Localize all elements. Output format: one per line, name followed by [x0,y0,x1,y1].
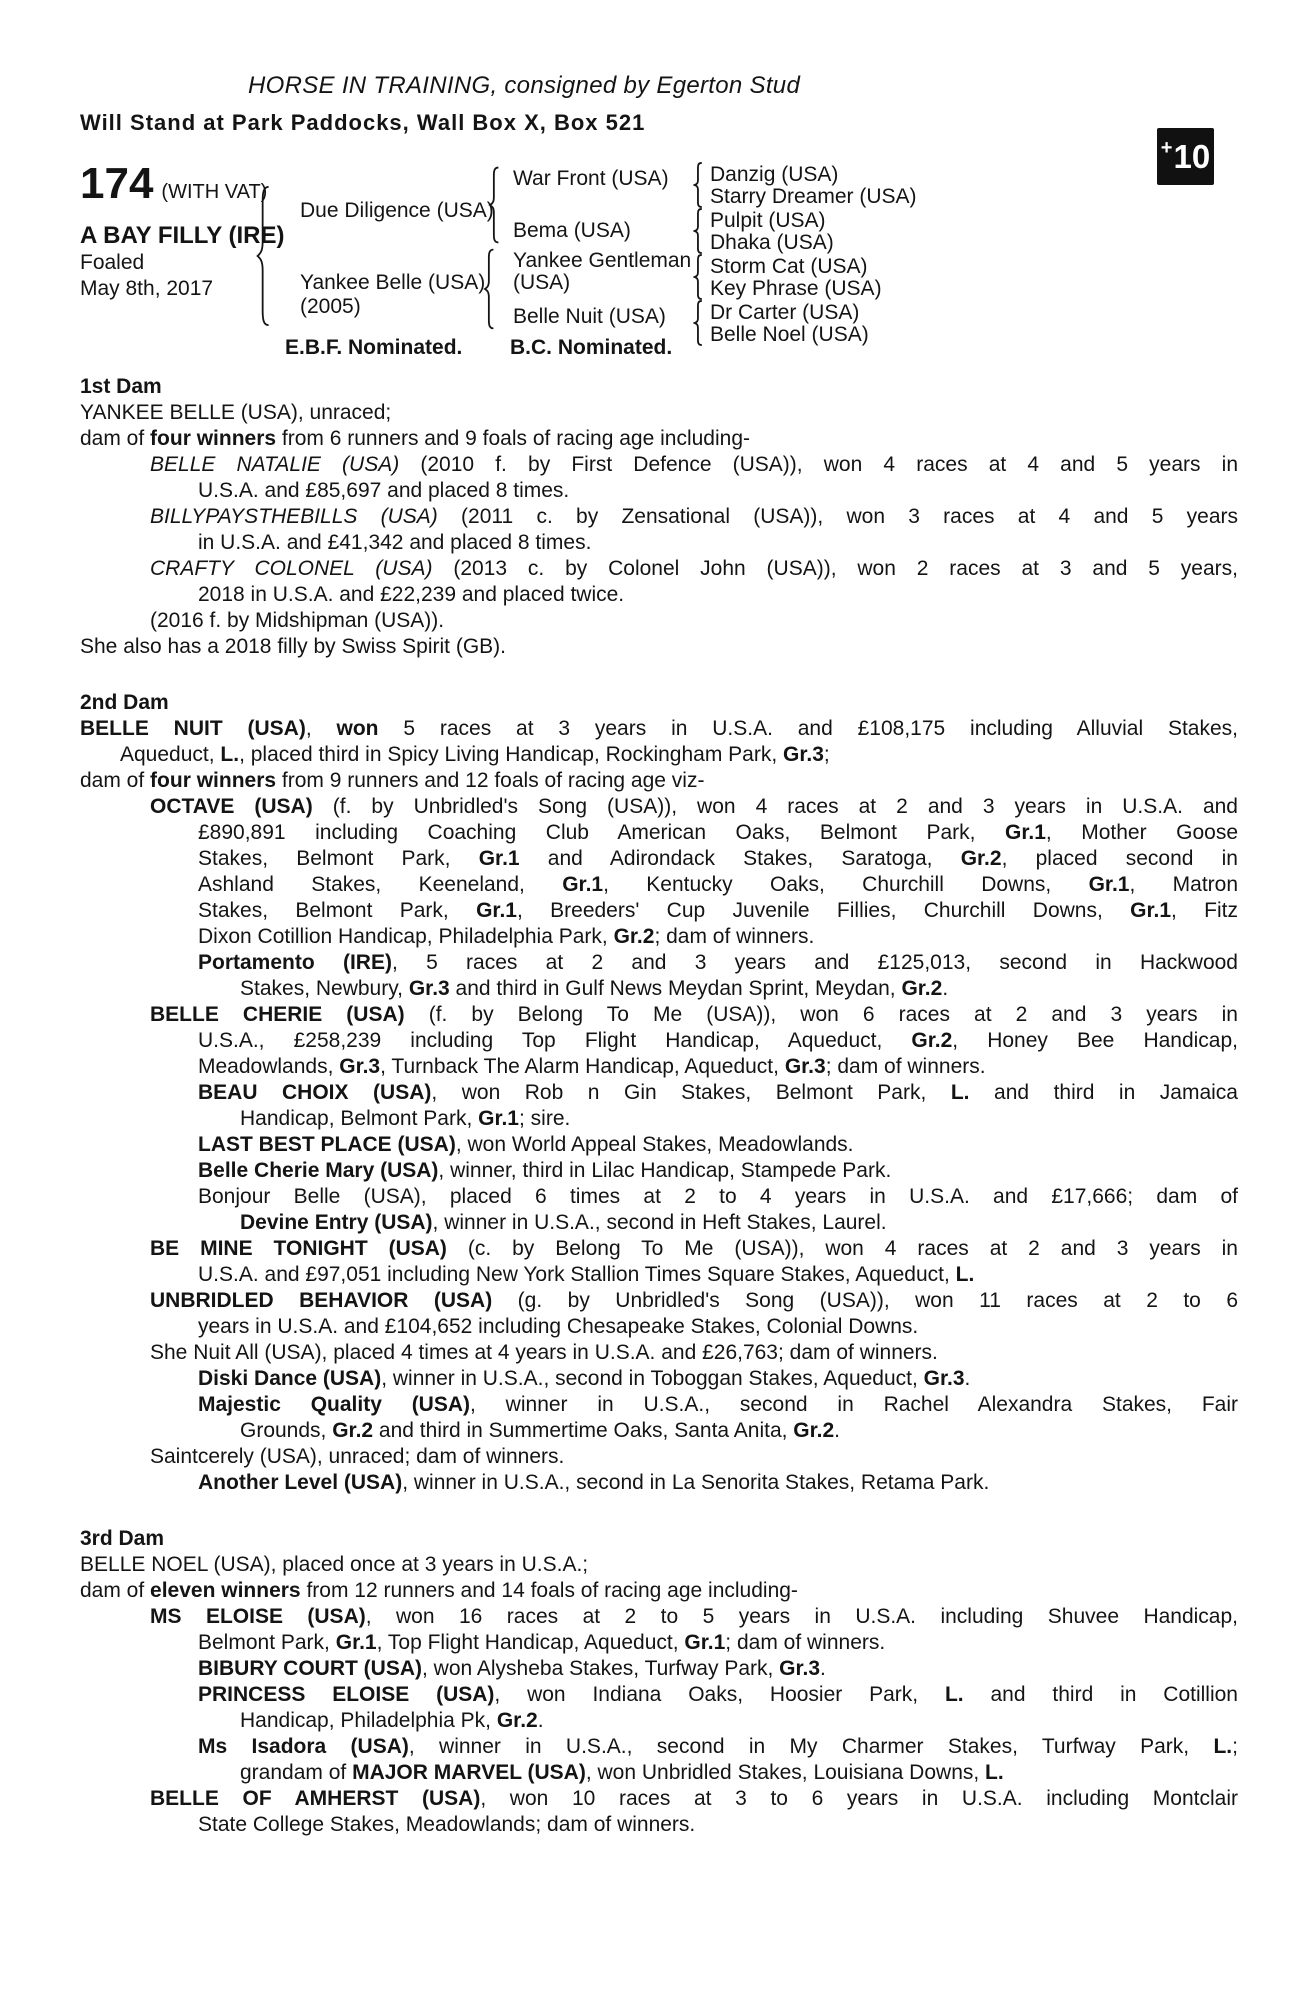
produce-paragraph [80,1578,1238,1604]
dam-section [80,374,1238,660]
text-line: Majestic Quality (USA), winner in U.S.A., second in Rachel Alexandra Stakes, Fair [198,1393,1238,1416]
text-line: YANKEE BELLE (USA), unraced; [80,401,392,424]
produce-paragraph [80,1470,1238,1496]
foaled-date: May 8th, 2017 [80,277,214,300]
text-line: Grounds, Gr.2 and third in Summertime Oaks, Santa Anita, Gr.2. [240,1419,841,1442]
pedigree-brace-gg1 [693,162,704,208]
plus-icon: + [1160,136,1173,159]
dam-dam-name: Belle Nuit (USA) [513,305,666,328]
text-line: Devine Entry (USA), winner in U.S.A., second in Heft Stakes, Laurel. [240,1211,887,1234]
produce-paragraph [80,1132,1238,1158]
consignment-title: HORSE IN TRAINING, consigned by Egerton Stud [248,72,801,99]
text-line: PRINCESS ELOISE (USA), won Indiana Oaks, Hoosier Park, L. and third in Cotillion [198,1683,1238,1706]
lot-header [80,159,268,208]
text-line: Dixon Cotillion Handicap, Philadelphia Park, Gr.2; dam of winners. [198,925,815,948]
stand-location: Will Stand at Park Paddocks, Wall Box X, Box 521 [80,110,646,135]
produce-paragraph [80,1158,1238,1184]
text-line: BELLE NATALIE (USA) (2010 f. by First Defence (USA)), won 4 races at 4 and 5 years in [150,453,1238,476]
text-line: years in U.S.A. and £104,652 including Chesapeake Stakes, Colonial Downs. [198,1315,919,1338]
text-line: UNBRIDLED BEHAVIOR (USA) (g. by Unbridled's Song (USA)), won 11 races at 2 to 6 [150,1289,1238,1312]
text-line: BELLE OF AMHERST (USA), won 10 races at 3 to 6 years in U.S.A. including Montclair [150,1787,1238,1810]
produce-paragraph [80,1236,1238,1288]
text-line: MS ELOISE (USA), won 16 races at 2 to 5 years in U.S.A. including Shuvee Handicap, [150,1605,1239,1628]
text-line: She Nuit All (USA), placed 4 times at 4 years in U.S.A. and £26,763; dam of winners. [150,1341,938,1364]
produce-paragraph [80,1288,1238,1340]
text-line: Another Level (USA), winner in U.S.A., second in La Senorita Stakes, Retama Park. [198,1471,990,1494]
text-line: £890,891 including Coaching Club American Oaks, Belmont Park, Gr.1, Mother Goose [198,821,1238,844]
horse-description: A BAY FILLY (IRE) [80,222,285,249]
text-line: BIBURY COURT (USA), won Alysheba Stakes, Turfway Park, Gr.3. [198,1657,826,1680]
text-line: BE MINE TONIGHT (USA) (c. by Belong To Me (USA)), won 4 races at 2 and 3 years in [150,1237,1238,1260]
text-line: dam of four winners from 9 runners and 12 foals of racing age viz- [80,769,705,792]
produce-paragraph [80,1656,1238,1682]
pedigree-brace-gg3 [693,254,704,300]
produce-paragraph [80,794,1238,950]
pedigree-table [80,160,1240,364]
text-line: dam of eleven winners from 12 runners and 14 foals of racing age including- [80,1579,798,1602]
great-grandparent-name: Dr Carter (USA) [710,301,860,324]
produce-paragraph [80,400,1238,426]
produce-paragraph [80,1184,1238,1236]
dam-year: (2005) [300,295,361,318]
text-line: Ashland Stakes, Keeneland, Gr.1, Kentucky Oaks, Churchill Downs, Gr.1, Matron [198,873,1239,896]
produce-paragraph [80,950,1238,1002]
sire-sire-name: War Front (USA) [513,167,669,190]
produce-paragraph [80,1786,1238,1838]
text-line: Belle Cherie Mary (USA), winner, third in Lilac Handicap, Stampede Park. [198,1159,892,1182]
text-line: Diski Dance (USA), winner in U.S.A., second in Toboggan Stakes, Aqueduct, Gr.3. [198,1367,971,1390]
produce-paragraph [80,1552,1238,1578]
text-line: U.S.A., £258,239 including Top Flight Handicap, Aqueduct, Gr.2, Honey Bee Handicap, [198,1029,1238,1052]
dam-sire-name-suffix: (USA) [513,271,571,294]
produce-paragraph [80,1734,1238,1786]
great-grandparent-name: Danzig (USA) [710,163,839,186]
text-line: Aqueduct, L., placed third in Spicy Living Handicap, Rockingham Park, Gr.3; [120,743,830,766]
great-grandparent-name: Dhaka (USA) [710,231,834,254]
dam-section-heading: 3rd Dam [80,1527,165,1550]
text-line: Meadowlands, Gr.3, Turnback The Alarm Handicap, Aqueduct, Gr.3; dam of winners. [198,1055,986,1078]
text-line: Ms Isadora (USA), winner in U.S.A., second in My Charmer Stakes, Turfway Park, L.; [198,1735,1238,1758]
dam-sire-name: Yankee Gentleman [513,249,692,272]
produce-paragraph [80,1604,1238,1656]
pedigree-brace-gg2 [693,208,704,254]
text-line: in U.S.A. and £41,342 and placed 8 times. [198,531,592,554]
text-line: Portamento (IRE), 5 races at 2 and 3 years and £125,013, second in Hackwood [198,951,1238,974]
produce-paragraph [80,426,1238,452]
dam-section-heading: 1st Dam [80,375,162,398]
pedigree-brace-gg4 [693,300,704,346]
produce-paragraph [80,556,1238,608]
sire-dam-name: Bema (USA) [513,219,631,242]
text-line: BELLE NUIT (USA), won 5 races at 3 years in U.S.A. and £108,175 including Alluvial Stakes, [80,717,1239,740]
text-line: grandam of MAJOR MARVEL (USA), won Unbridled Stakes, Louisiana Downs, L. [240,1761,1004,1784]
vat-note: (WITH VAT) [161,181,268,203]
dam-name: Yankee Belle (USA) [300,271,486,294]
produce-paragraph [80,1002,1238,1080]
text-line: BILLYPAYSTHEBILLS (USA) (2011 c. by Zensational (USA)), won 3 races at 4 and 5 years [150,505,1238,528]
plus10-number: 10 [1173,138,1211,175]
text-line: Handicap, Belmont Park, Gr.1; sire. [240,1107,571,1130]
produce-paragraph [80,1080,1238,1132]
ebf-nominated: E.B.F. Nominated. [285,336,463,359]
great-grandparent-name: Pulpit (USA) [710,209,826,232]
produce-paragraph [80,452,1238,504]
produce-paragraph [80,1392,1238,1444]
produce-paragraph [80,634,1238,660]
lot-number: 174 [80,159,154,208]
text-line: Stakes, Belmont Park, Gr.1, Breeders' Cup Juvenile Fillies, Churchill Downs, Gr.1, Fitz [198,899,1239,922]
great-grandparent-name: Belle Noel (USA) [710,323,869,346]
produce-paragraph [80,1340,1238,1366]
text-line: OCTAVE (USA) (f. by Unbridled's Song (USA)), won 4 races at 2 and 3 years in U.S.A. and [150,795,1238,818]
dam-section [80,1526,1238,1838]
text-line: U.S.A. and £85,697 and placed 8 times. [198,479,570,502]
produce-paragraph [80,768,1238,794]
produce-paragraph [80,504,1238,556]
text-line: State College Stakes, Meadowlands; dam of winners. [198,1813,696,1836]
great-grandparent-name: Key Phrase (USA) [710,277,882,300]
text-line: U.S.A. and £97,051 including New York Stallion Times Square Stakes, Aqueduct, L. [198,1263,975,1286]
text-line: She also has a 2018 filly by Swiss Spirit (GB). [80,635,507,658]
produce-paragraph [80,1444,1238,1470]
produce-paragraph [80,1366,1238,1392]
produce-paragraph [80,716,1238,768]
produce-paragraph [80,608,1238,634]
text-line: Stakes, Newbury, Gr.3 and third in Gulf News Meydan Sprint, Meydan, Gr.2. [240,977,949,1000]
text-line: BELLE CHERIE (USA) (f. by Belong To Me (USA)), won 6 races at 2 and 3 years in [150,1003,1238,1026]
text-line: Handicap, Philadelphia Pk, Gr.2. [240,1709,544,1732]
pedigree-brace-main [255,184,272,328]
dam-section-heading: 2nd Dam [80,691,169,714]
text-line: Belmont Park, Gr.1, Top Flight Handicap, Aqueduct, Gr.1; dam of winners. [198,1631,886,1654]
text-line: dam of four winners from 6 runners and 9 foals of racing age including- [80,427,750,450]
catalogue-body [80,374,1238,1838]
text-line: Bonjour Belle (USA), placed 6 times at 2 to 4 years in U.S.A. and £17,666; dam of [198,1185,1238,1208]
text-line: LAST BEST PLACE (USA), won World Appeal Stakes, Meadowlands. [198,1133,854,1156]
text-line: BEAU CHOIX (USA), won Rob n Gin Stakes, Belmont Park, L. and third in Jamaica [198,1081,1238,1104]
text-line: 2018 in U.S.A. and £22,239 and placed twice. [198,583,625,606]
dam-section [80,690,1238,1496]
text-line: BELLE NOEL (USA), placed once at 3 years in U.S.A.; [80,1553,589,1576]
produce-paragraph [80,1682,1238,1734]
text-line: Saintcerely (USA), unraced; dam of winners. [150,1445,565,1468]
great-grandparent-name: Starry Dreamer (USA) [710,185,917,208]
bc-nominated: B.C. Nominated. [510,336,673,359]
sire-name: Due Diligence (USA) [300,199,494,222]
text-line: (2016 f. by Midshipman (USA)). [150,609,445,632]
text-line: Stakes, Belmont Park, Gr.1 and Adirondack Stakes, Saratoga, Gr.2, placed second in [198,847,1238,870]
text-line: CRAFTY COLONEL (USA) (2013 c. by Colonel John (USA)), won 2 races at 3 and 5 years, [150,557,1238,580]
foaled-label: Foaled [80,251,145,274]
great-grandparent-name: Storm Cat (USA) [710,255,868,278]
